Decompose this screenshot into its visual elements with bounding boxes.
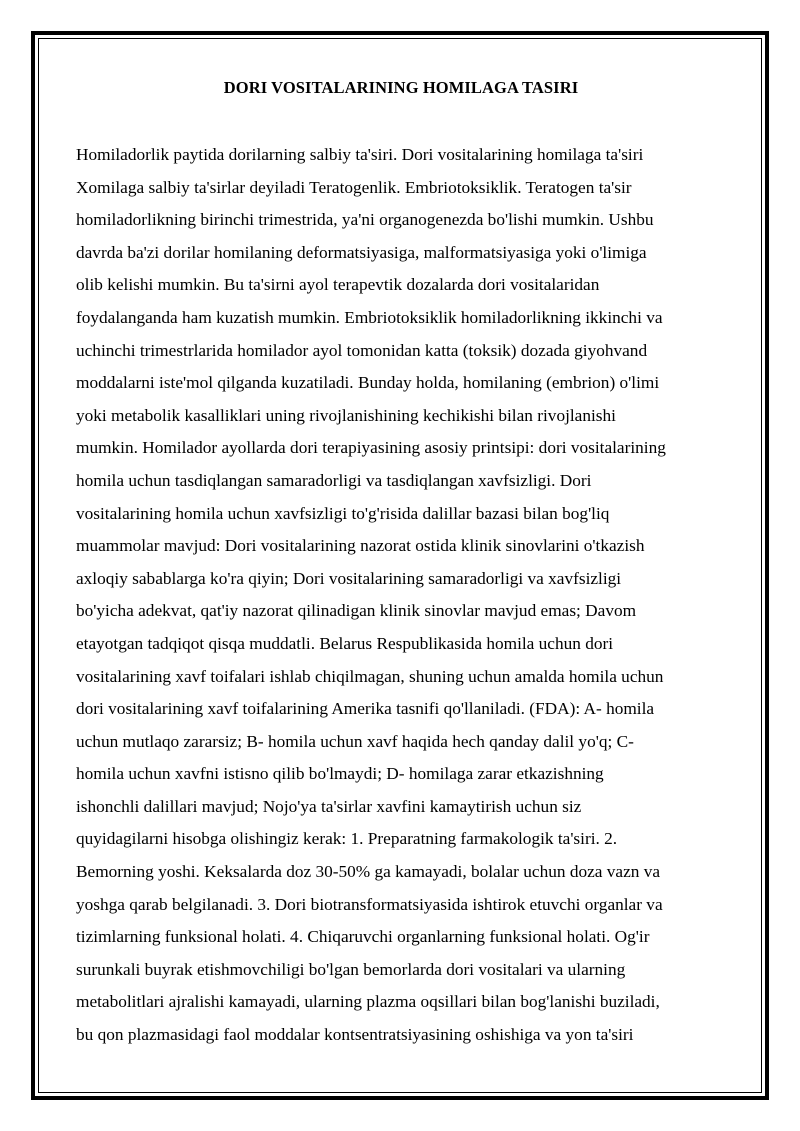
- body-text-line: homila uchun tasdiqlangan samaradorligi va tasdiqlangan xavfsizligi. Dori: [76, 470, 592, 490]
- body-text-line: tizimlarning funksional holati. 4. Chiqaruvchi organlarning funksional holati. Og'ir: [76, 927, 650, 947]
- body-text-line: dori vositalarining xavf toifalarining Amerika tasnifi qo'llaniladi. (FDA): A- homila: [76, 699, 655, 719]
- body-text-line: etayotgan tadqiqot qisqa muddatli. Belarus Respublikasida homila uchun dori: [76, 633, 614, 653]
- body-text-line: uchinchi trimestrlarida homilador ayol tomonidan katta (toksik) dozada giyohvand: [76, 340, 648, 360]
- body-text-line: surunkali buyrak etishmovchiligi bo'lgan bemorlarda dori vositalari va ularning: [76, 959, 626, 979]
- body-text-line: metabolitlari ajralishi kamayadi, ularning plazma oqsillari bilan bog'lanishi buziladi,: [76, 992, 660, 1012]
- body-text-line: Homiladorlik paytida dorilarning salbiy ta'siri. Dori vositalarining homilaga ta'siri: [76, 145, 644, 164]
- body-text-line: Bemorning yoshi. Keksalarda doz 30-50% ga kamayadi, bolalar uchun doza vazn va: [76, 862, 661, 882]
- body-text-line: axloqiy sabablarga ko'ra qiyin; Dori vositalarining samaradorligi va xavfsizligi: [76, 568, 622, 588]
- body-text-line: yoshga qarab belgilanadi. 3. Dori biotransformatsiyasida ishtirok etuvchi organlar va: [76, 894, 663, 914]
- body-text-line: quyidagilarni hisobga olishingiz kerak: 1. Preparatning farmakologik ta'siri. 2.: [76, 829, 618, 849]
- body-text-line: mumkin. Homilador ayollarda dori terapiyasining asosiy printsipi: dori vositalarining: [76, 438, 666, 458]
- body-text-line: homila uchun xavfni istisno qilib bo'lmaydi; D- homilaga zarar etkazishning: [76, 764, 604, 784]
- body-text-line: homiladorlikning birinchi trimestrida, ya'ni organogenezda bo'lishi mumkin. Ushbu: [76, 210, 654, 230]
- body-text-line: uchun mutlaqo zararsiz; B- homila uchun xavf haqida hech qanday dalil yo'q; C-: [76, 731, 634, 751]
- body-text-line: olib kelishi mumkin. Bu ta'sirni ayol terapevtik dozalarda dori vositalaridan: [76, 275, 600, 295]
- document-body: [76, 139, 726, 1052]
- body-text-line: vositalarining homila uchun xavfsizligi to'g'risida dalillar bazasi bilan bog'liq: [76, 503, 610, 523]
- body-text-line: Xomilaga salbiy ta'sirlar deyiladi Teratogenlik. Embriotoksiklik. Teratogen ta'sir: [76, 177, 632, 197]
- body-text-line: bu qon plazmasidagi faol moddalar kontsentratsiyasining oshishiga va yon ta'siri: [76, 1025, 634, 1045]
- body-text-line: vositalarining xavf toifalari ishlab chiqilmagan, shuning uchun amalda homila uchun: [76, 666, 664, 686]
- body-text-line: ishonchli dalillari mavjud; Nojo'ya ta'sirlar xavfini kamaytirish uchun siz: [76, 796, 582, 816]
- document-title: DORI VOSITALARINING HOMILAGA TASIRI: [223, 78, 579, 97]
- body-text-line: muammolar mavjud: Dori vositalarining nazorat ostida klinik sinovlarini o'tkazish: [76, 536, 645, 556]
- body-text-line: yoki metabolik kasalliklari uning rivojlanishining kechikishi bilan rivojlanishi: [76, 405, 616, 425]
- body-text-line: moddalarni iste'mol qilganda kuzatiladi. Bunday holda, homilaning (embrion) o'limi: [76, 373, 660, 393]
- body-text-line: bo'yicha adekvat, qat'iy nazorat qilinadigan klinik sinovlar mavjud emas; Davom: [76, 601, 637, 621]
- body-text-line: davrda ba'zi dorilar homilaning deformatsiyasiga, malformatsiyasiga yoki o'limiga: [76, 242, 647, 262]
- document-content: [76, 72, 726, 1052]
- body-text-line: foydalanganda ham kuzatish mumkin. Embriotoksiklik homiladorlikning ikkinchi va: [76, 307, 663, 327]
